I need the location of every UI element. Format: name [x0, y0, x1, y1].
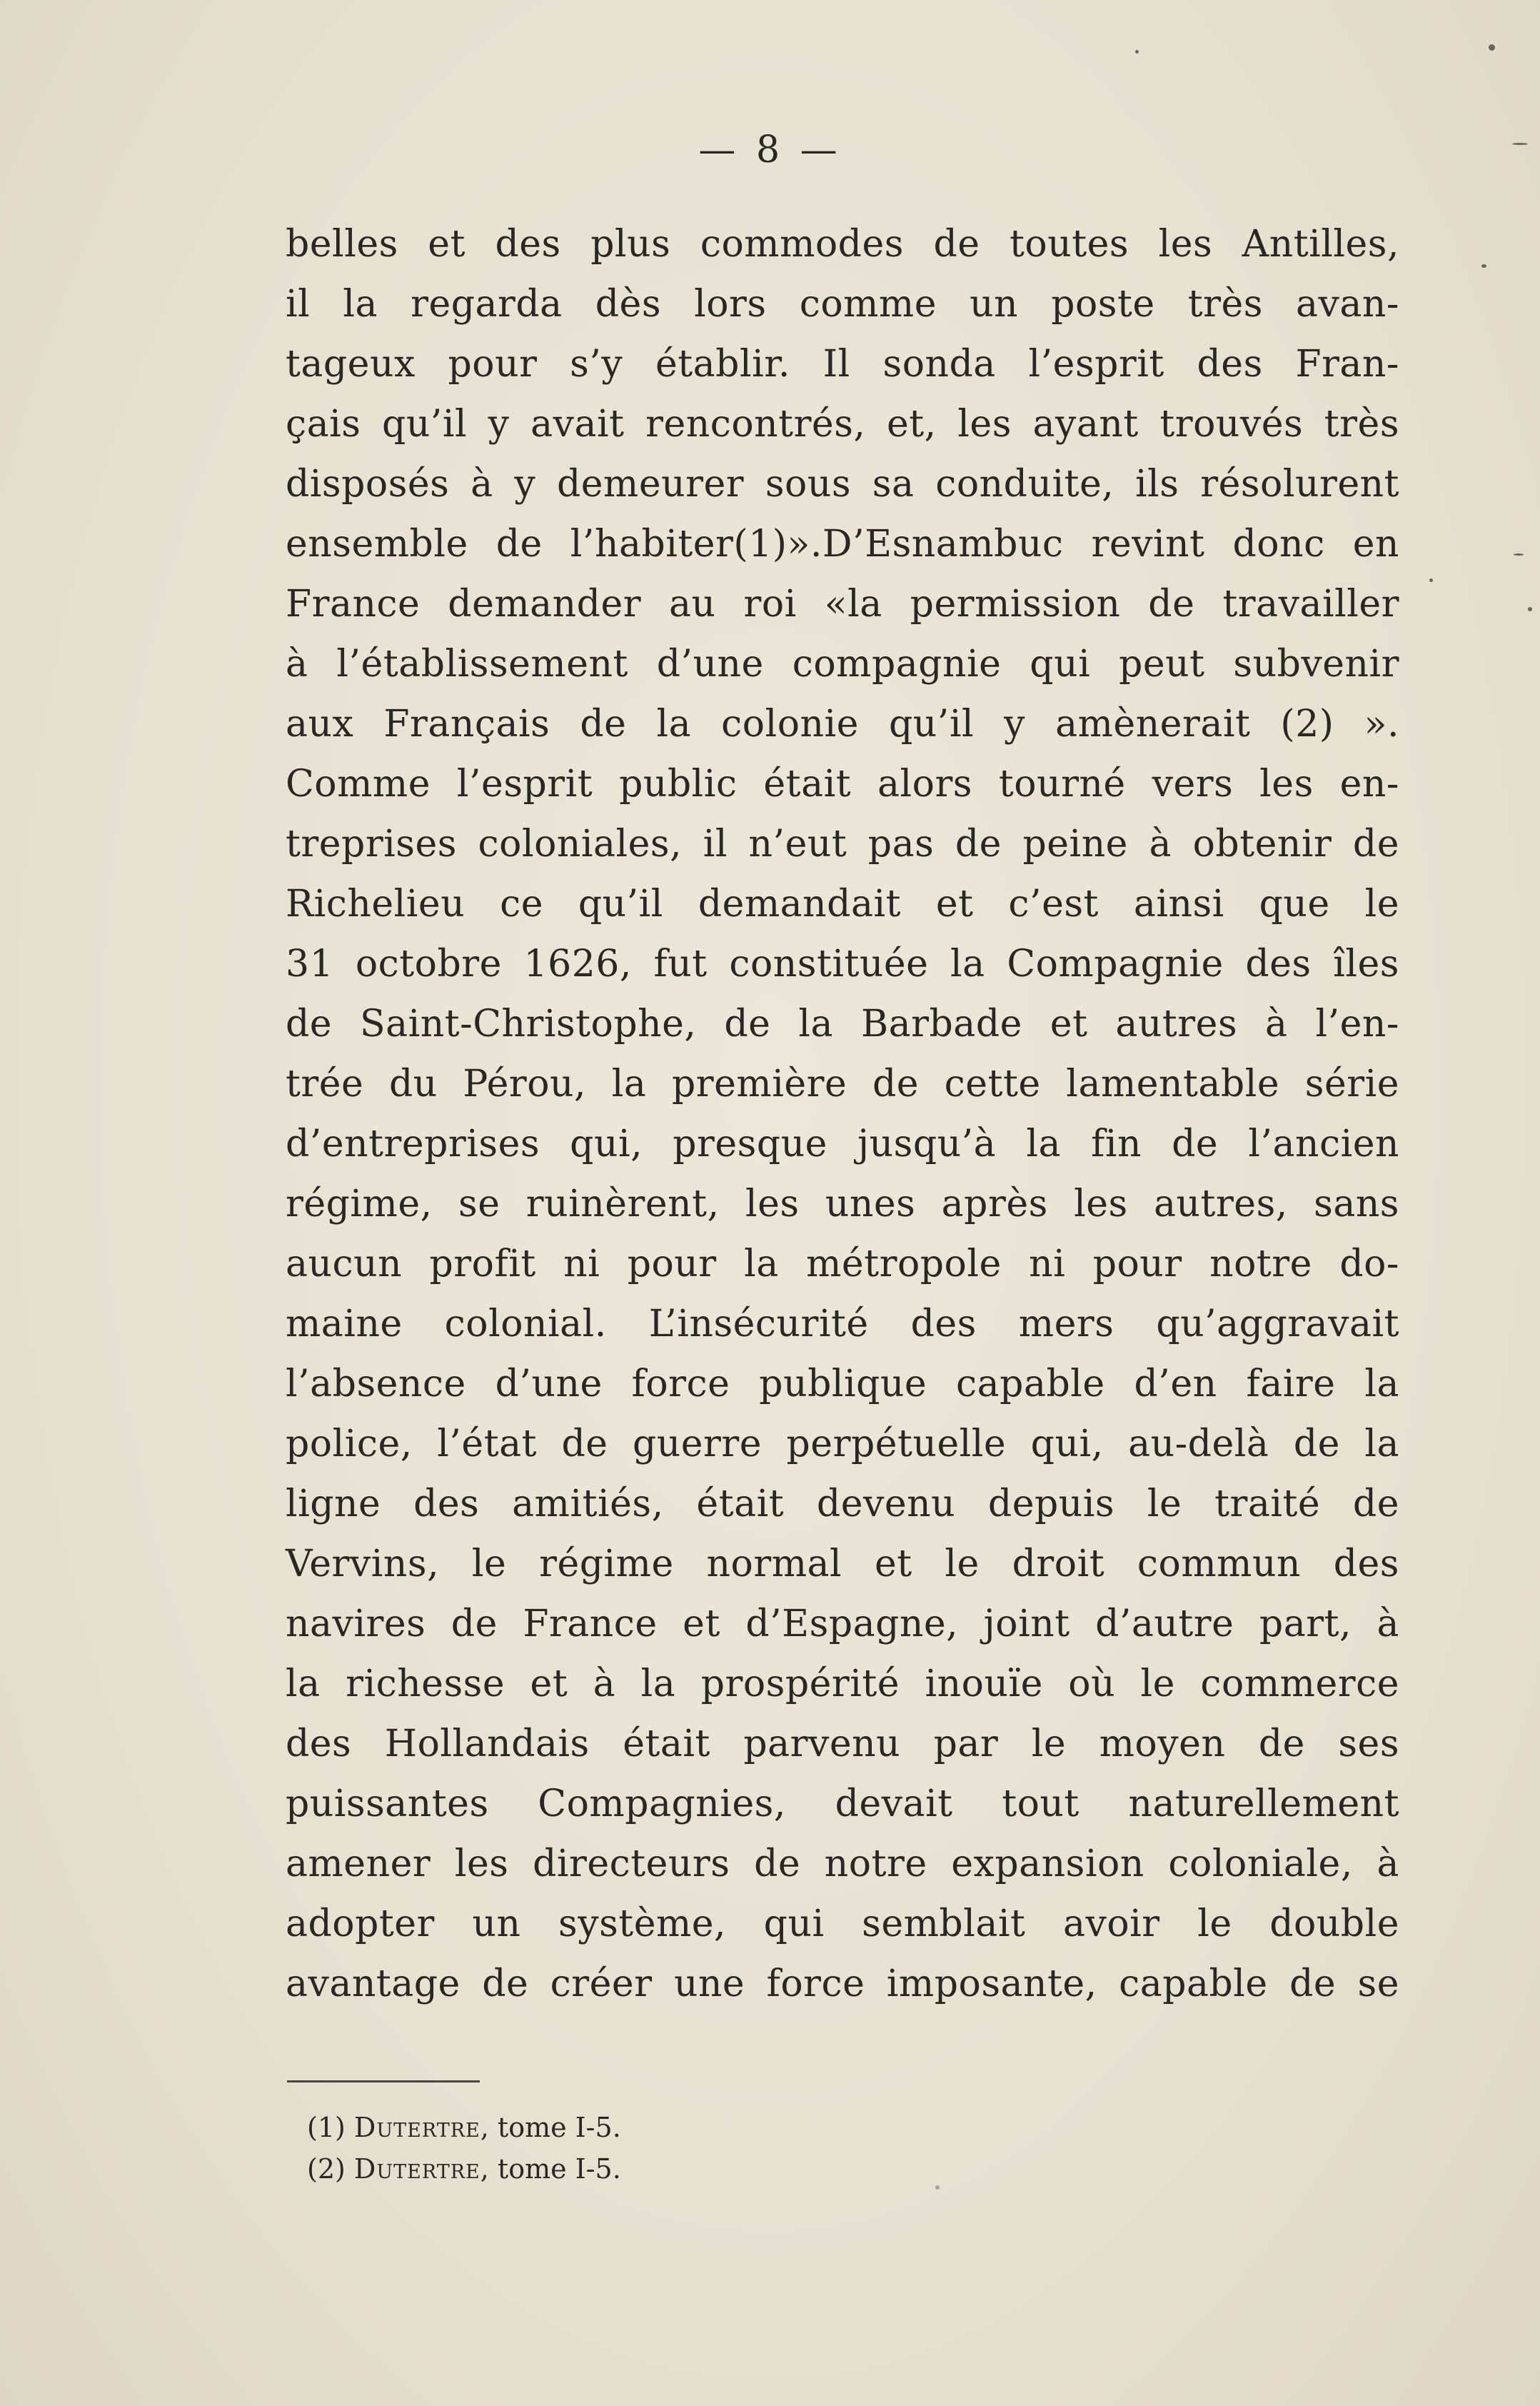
text-line: Vervins, le régime normal et le droit commun des [286, 1543, 1399, 1585]
footnote-reference: , tome I-5. [480, 2153, 621, 2185]
text-line: Richelieu ce qu’il demandait et c’est ainsi que le [286, 883, 1399, 926]
paper-speck [1481, 264, 1486, 268]
text-line: tageux pour s’y établir. Il sonda l’esprit des Fran- [286, 343, 1399, 386]
text-line: de Saint-Christophe, de la Barbade et autres à l’en- [286, 1003, 1399, 1046]
text-line: 31 octobre 1626, fut constituée la Compagnie des îles [286, 943, 1399, 986]
body-text [286, 214, 1399, 2014]
text-line: ligne des amitiés, était devenu depuis le traité de [286, 1483, 1399, 1525]
text-line: çais qu’il y avait rencontrés, et, les ayant trouvés très [286, 403, 1399, 446]
text-line: belles et des plus commodes de toutes les Antilles, [286, 223, 1399, 266]
text-line: France demander au roi «la permission de travailler [286, 583, 1399, 626]
text-line: des Hollandais était parvenu par le moyen de ses [286, 1723, 1399, 1765]
text-line: à l’établissement d’une compagnie qui peut subvenir [286, 643, 1399, 686]
text-line: avantage de créer une force imposante, capable de se [286, 1963, 1399, 2005]
text-line: régime, se ruinèrent, les unes après les autres, sans [286, 1183, 1399, 1225]
footnote-author: Dutertre [353, 2112, 480, 2143]
text-line: Comme l’esprit public était alors tourné vers les en- [286, 763, 1399, 806]
text-line: d’entreprises qui, presque jusqu’à la fin de l’ancien [286, 1123, 1399, 1166]
text-line: l’absence d’une force publique capable d’en faire la [286, 1363, 1399, 1405]
text-line: disposés à y demeurer sous sa conduite, ils résolurent [286, 463, 1399, 506]
text-line: puissantes Compagnies, devait tout naturellement [286, 1783, 1399, 1825]
paper-speck [1489, 44, 1495, 51]
footnotes [307, 2107, 950, 2190]
text-line: navires de France et d’Espagne, joint d’autre part, à [286, 1603, 1399, 1645]
footnote-author: Dutertre [353, 2153, 480, 2185]
text-line: la richesse et à la prospérité inouïe où le commerce [286, 1663, 1399, 1705]
footnote-2 [307, 2148, 950, 2190]
text-line: police, l’état de guerre perpétuelle qui, au-delà de la [286, 1423, 1399, 1465]
footnote-1 [307, 2107, 950, 2148]
text-line: maine colonial. L’insécurité des mers qu’aggravait [286, 1303, 1399, 1345]
text-line: treprises coloniales, il n’eut pas de peine à obtenir de [286, 823, 1399, 866]
text-line: aucun profit ni pour la métropole ni pour notre do- [286, 1243, 1399, 1285]
paper-speck [1429, 578, 1433, 582]
paper-speck [935, 2185, 940, 2190]
text-line: il la regarda dès lors comme un poste très avan- [286, 283, 1399, 326]
page-number: — 8 — [698, 129, 842, 171]
footnote-reference: , tome I-5. [480, 2112, 621, 2143]
paper-speck [1528, 607, 1532, 611]
text-line: ensemble de l’habiter(1)».D’Esnambuc revint donc en [286, 523, 1399, 566]
footnote-divider [287, 2080, 480, 2082]
text-line: trée du Pérou, la première de cette lamentable série [286, 1063, 1399, 1106]
text-line: adopter un système, qui semblait avoir le double [286, 1903, 1399, 1945]
footnote-marker: (1) [307, 2112, 346, 2143]
text-line: amener les directeurs de notre expansion coloniale, à [286, 1843, 1399, 1885]
text-line: aux Français de la colonie qu’il y amènerait (2) ». [286, 703, 1399, 746]
footnote-marker: (2) [307, 2153, 346, 2185]
paper-speck [1135, 50, 1139, 54]
paper-speck [1512, 143, 1528, 145]
paper-speck [1514, 553, 1524, 556]
